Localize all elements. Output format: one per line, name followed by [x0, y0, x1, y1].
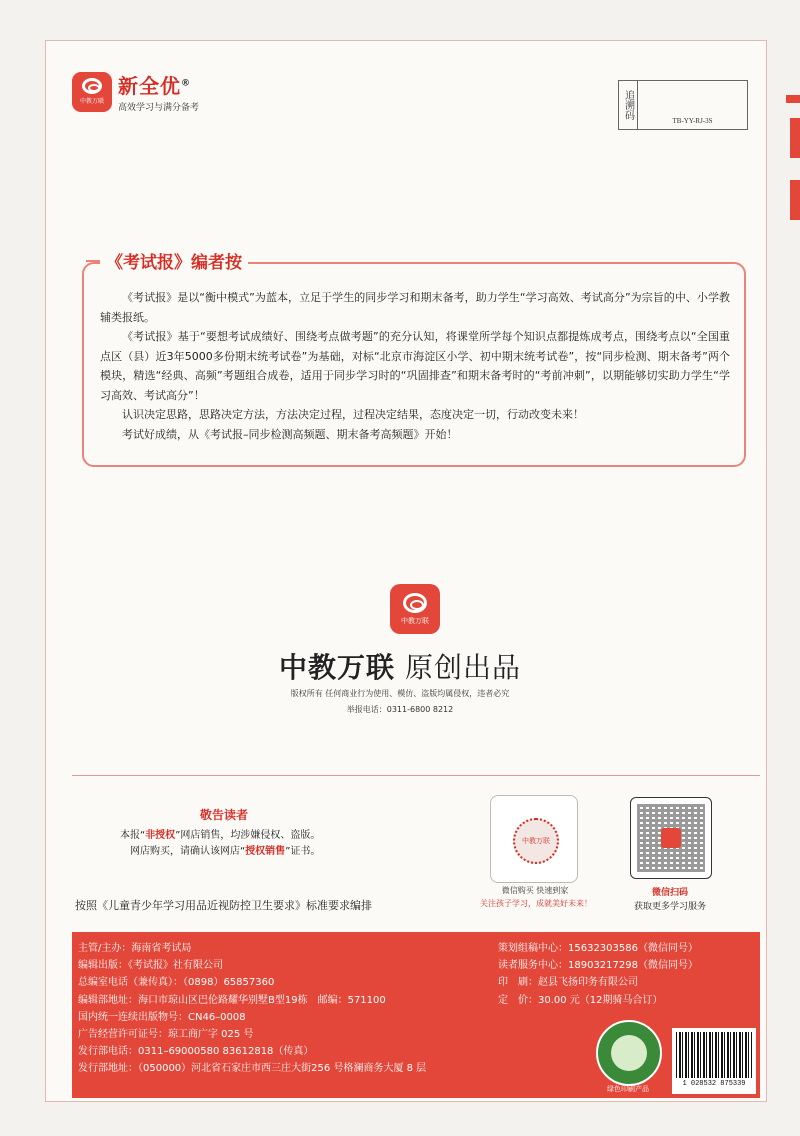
copyright-notice: 版权所有 任何商业行为使用、模仿、盗版均属侵权，违者必究 — [290, 689, 510, 698]
imprint-line: 国内统一连续出版物号：CN46–0008 — [78, 1011, 246, 1023]
editor-note-title: 《考试报》编者按 — [100, 248, 248, 273]
publisher-name: 中教万联 原创出品 — [279, 651, 521, 684]
page-edge-mark — [790, 118, 800, 158]
imprint-footer — [72, 932, 760, 1098]
brand-name: 新全优® — [118, 74, 191, 98]
publisher-logo-text: 中教万联 — [401, 616, 429, 625]
trace-code-value: TB-YY-RJ-3S — [672, 117, 713, 125]
imprint-line: 策划组稿中心：15632303586（微信同号） — [498, 943, 698, 954]
imprint-line: 广告经营许可证号：琼工商广字 025 号 — [78, 1029, 254, 1041]
registered-mark: ® — [181, 78, 191, 89]
barcode — [672, 1028, 756, 1094]
brand-header — [72, 70, 199, 113]
qr-caption-slogan: 关注孩子学习，成就美好未来！ — [480, 899, 592, 908]
page-edge-mark — [790, 180, 800, 220]
qr-logo-icon — [661, 828, 681, 848]
divider — [72, 775, 760, 776]
imprint-line: 总编室电话（兼传真）：（0898）65857360 — [78, 977, 275, 989]
imprint-left — [78, 940, 426, 1078]
imprint-line: 主管/主办：海南省考试局 — [78, 943, 192, 954]
imprint-right — [498, 940, 698, 1009]
standard-note: 按照《儿童青少年学习用品近视防控卫生要求》标准要求编排 — [75, 899, 372, 912]
barcode-number: 1 028532 875339 — [682, 1080, 746, 1088]
brand-slogan: 高效学习与满分备考 — [118, 103, 200, 113]
page-edge-mark — [786, 95, 800, 103]
editor-note-paragraph: 认识决定思路，思路决定方法，方法决定过程，过程决定结果，态度决定一切，行动改变未来！ — [122, 408, 584, 421]
mini-program-qr-code[interactable] — [490, 795, 578, 883]
warning-title: 敬告读者 — [200, 808, 249, 822]
imprint-line: 编辑出版：《考试报》社有限公司 — [78, 960, 223, 972]
report-phone: 举报电话：0311-6800 8212 — [346, 705, 454, 714]
editor-note-paragraph: 考试好成绩，从《考试报–同步检测高频题、期末备考高频题》开始！ — [122, 427, 458, 441]
mini-program-qr-center: 中教万联 — [513, 818, 559, 864]
trace-code-label: 追溯码 — [619, 81, 638, 129]
wechat-service-caption: 获取更多学习服务 — [633, 902, 706, 912]
editor-note-paragraph: 《考试报》基于“要想考试成绩好、围绕考点做考题”的充分认知，将课堂所学每个知识点都提炼成考点，围绕考点以“全国重点区（县）近3年5000多份期末统考试卷”为基础，对标“北京市海淀区小学、初中期末统考试卷”，按“同步检测、期末备考”两个模块，精选“经典、高频”考题组合成卷，适用于同步学习时的“巩固排查”和期末备考时的“考前冲刺”，以期能够切实助力学生“学习高效、考试高分”！ — [100, 330, 730, 402]
publisher-logo-icon — [390, 584, 440, 634]
brand-logo-icon — [72, 72, 112, 112]
trace-code-box — [618, 80, 748, 130]
imprint-line: 发行部电话：0311–69000580 83612818（传真） — [78, 1046, 314, 1058]
wechat-qr-code[interactable] — [630, 797, 712, 879]
imprint-line: 定 价：30.00 元（12期骑马合订） — [498, 994, 663, 1006]
imprint-line: 印 刷：赵县飞扬印务有限公司 — [498, 977, 638, 989]
warning-line-1: 本报“非授权”网店销售，均涉嫌侵权、盗版。 — [120, 830, 321, 841]
editor-note-body — [100, 288, 730, 444]
green-printing-label: 绿色印刷产品 — [607, 1085, 649, 1093]
green-printing-icon — [596, 1020, 662, 1086]
editor-note-paragraph: 《考试报》是以“衡中模式”为蓝本，立足于学生的同步学习和期末备考，助力学生“学习高效、考试高分”为宗旨的中、小学教辅类报纸。 — [100, 291, 730, 324]
brand-logo-text: 中教万联 — [79, 98, 104, 105]
qr-caption: 微信购买 快速到家 — [501, 886, 569, 895]
warning-line-2: 网店购买，请确认该网店“授权销售”证书。 — [130, 846, 321, 857]
imprint-line: 发行部地址：（050000）河北省石家庄市西三庄大街256 号格澜商务大厦 8 层 — [78, 1063, 427, 1075]
wechat-scan-caption: 微信扫码 — [651, 888, 688, 898]
imprint-line: 读者服务中心：18903217298（微信同号） — [498, 960, 698, 972]
imprint-line: 编辑部地址：海口市琼山区巴伦路耀华别墅B型19栋 邮编：571100 — [78, 994, 386, 1006]
barcode-icon — [676, 1032, 752, 1078]
